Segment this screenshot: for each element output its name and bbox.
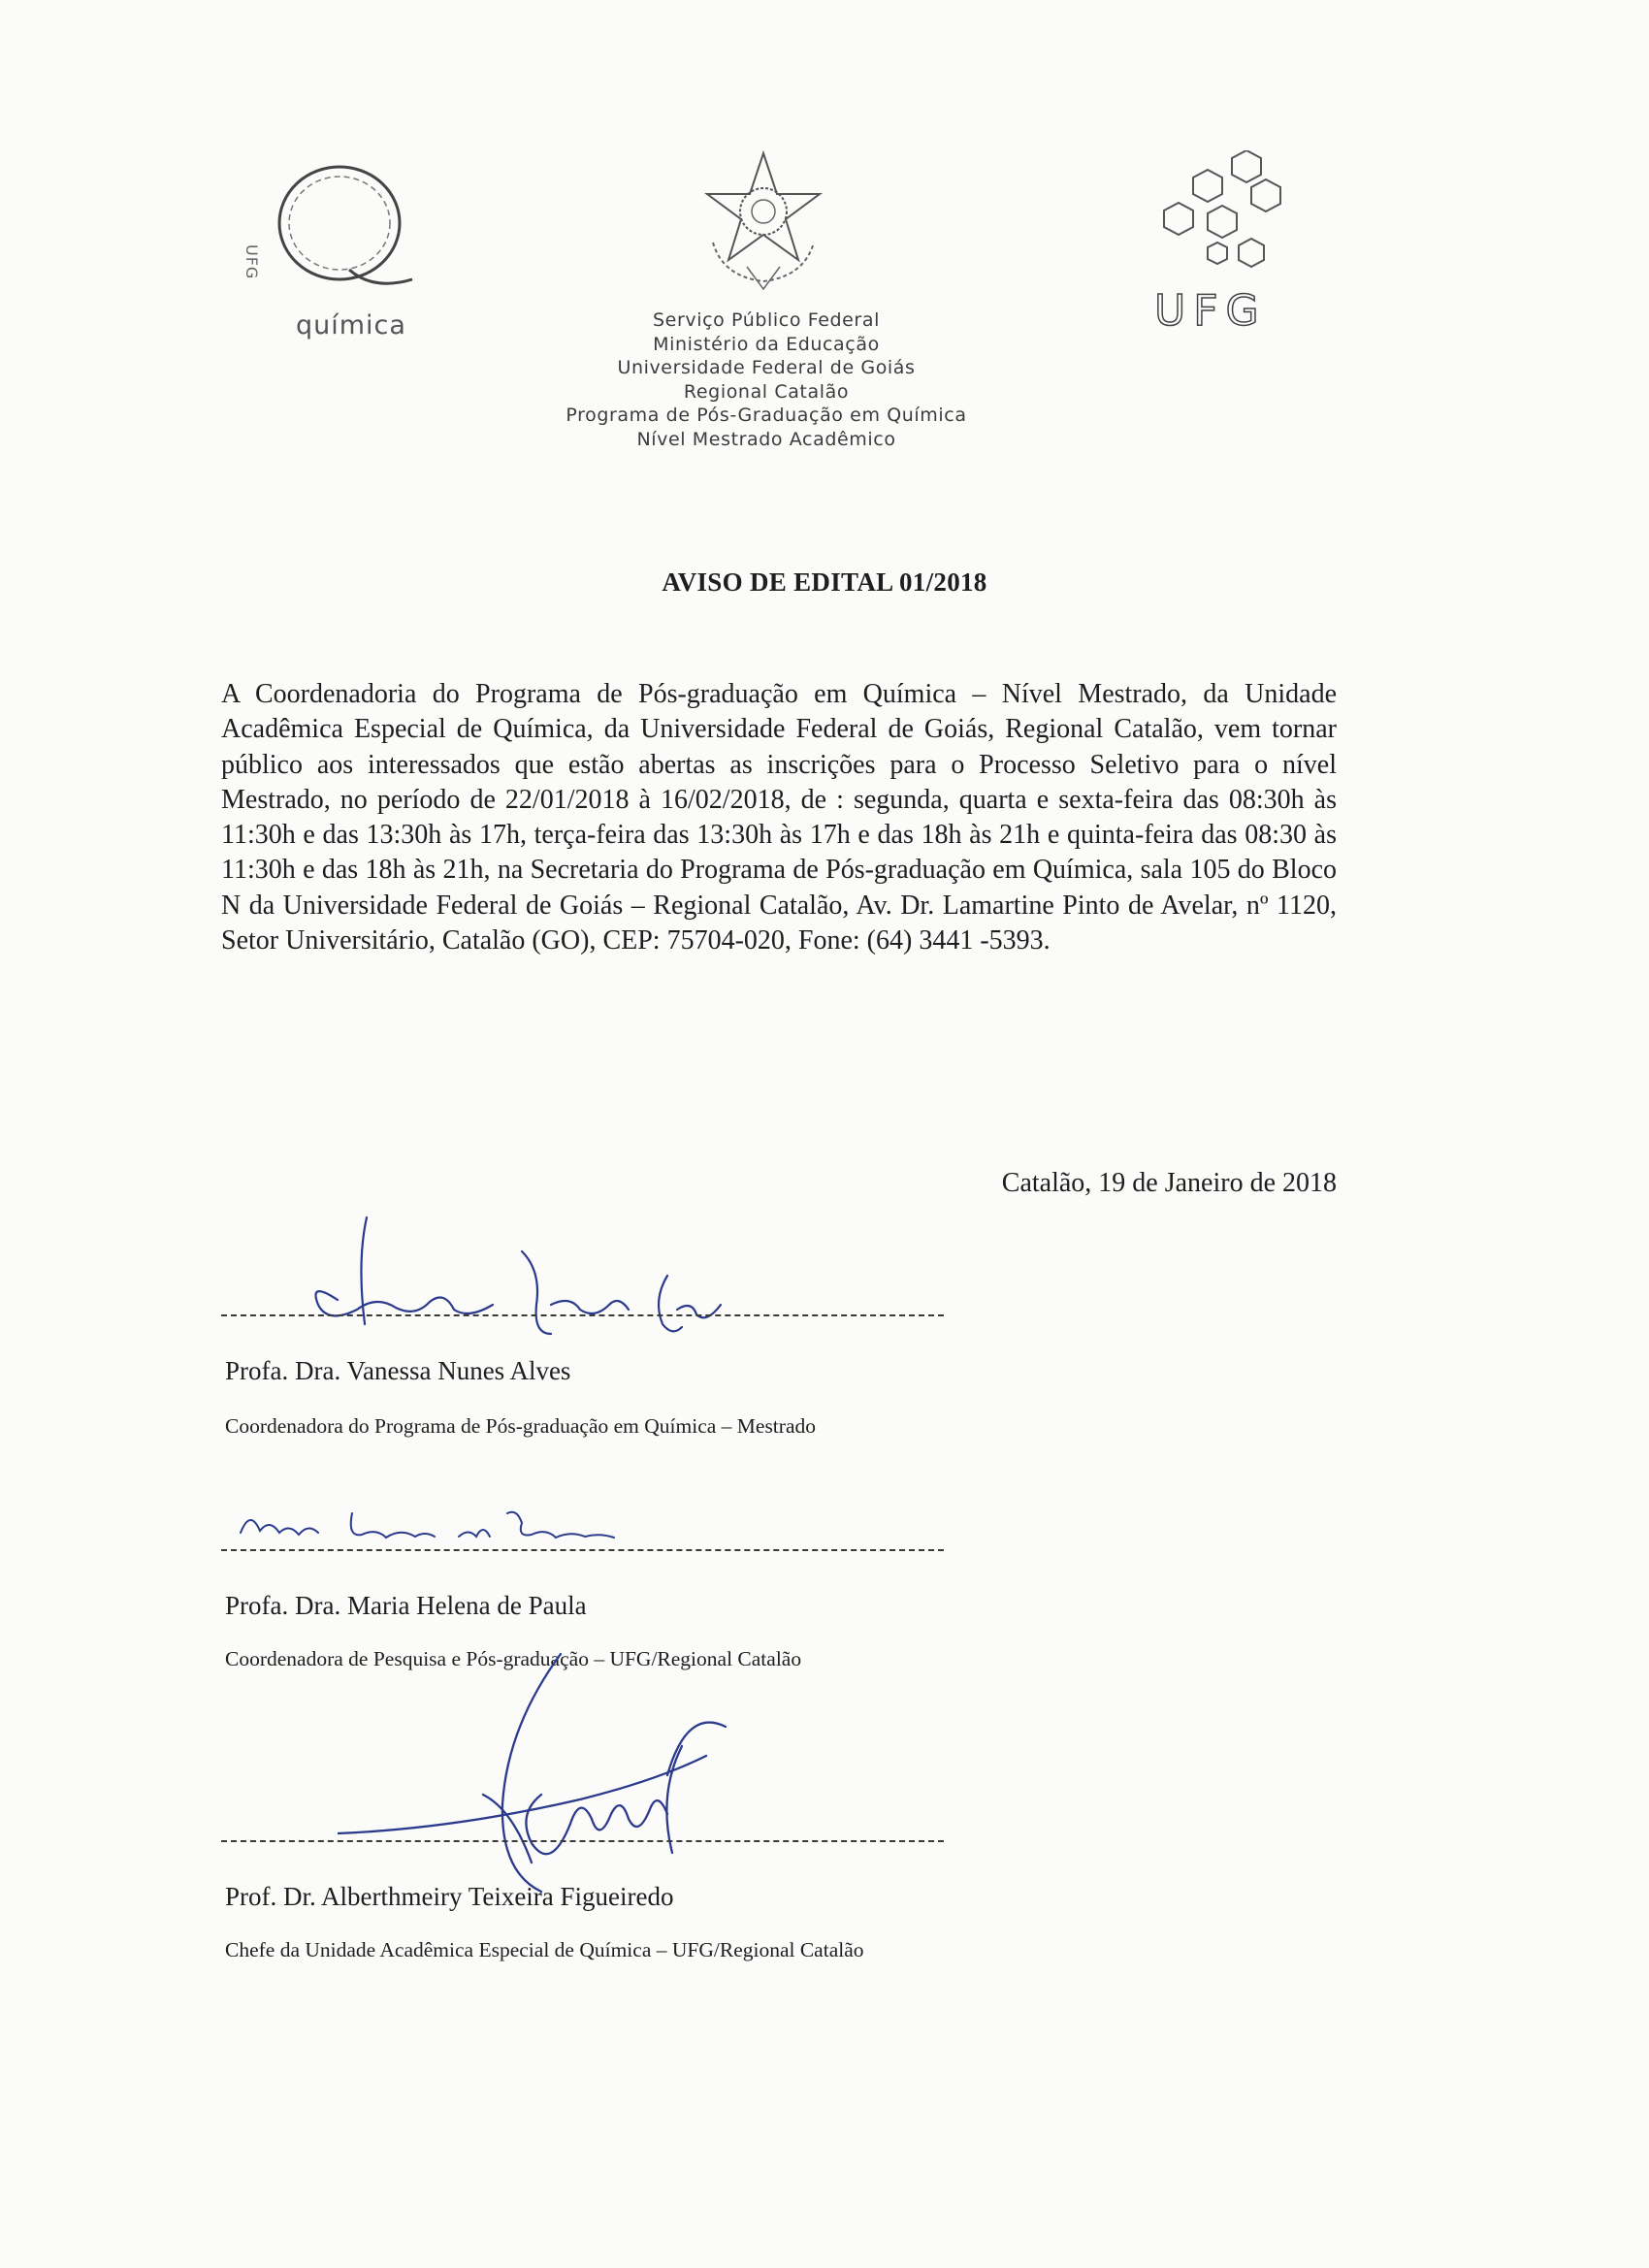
signature-line (221, 1549, 944, 1551)
handwritten-signature-1 (260, 1213, 764, 1339)
q-letter-icon (228, 155, 432, 310)
signature-line (221, 1840, 944, 1842)
header-line: Nível Mestrado Acadêmico (636, 428, 896, 450)
signatory-role: Coordenadora do Programa de Pós-graduação em Química – Mestrado (225, 1414, 816, 1438)
hexagon-cluster-icon (1149, 150, 1295, 281)
header-line: Programa de Pós-Graduação em Química (566, 405, 967, 426)
ufg-logo (1149, 150, 1295, 340)
institution-header (504, 308, 1028, 451)
signatory-name: Prof. Dr. Alberthmeiry Teixeira Figueiredo (225, 1882, 674, 1911)
signatory-name: Profa. Dra. Vanessa Nunes Alves (225, 1356, 571, 1385)
logo-quimica-label: química (296, 310, 406, 340)
header-line: Ministério da Educação (653, 333, 880, 355)
date-line: Catalão, 19 de Janeiro de 2018 (1001, 1168, 1337, 1198)
signature-line (221, 1314, 944, 1316)
quimica-logo (228, 155, 432, 340)
header-line: Regional Catalão (683, 380, 850, 403)
coat-of-arms-icon (694, 146, 834, 291)
header-line: Serviço Público Federal (653, 309, 880, 331)
logo-ufg-vertical-label: UFG (242, 244, 261, 280)
logo-ufg-label: UFG (1154, 286, 1267, 336)
signatory-role: Coordenadora de Pesquisa e Pós-graduação – UFG/Regional Catalão (225, 1647, 802, 1670)
signature-block-1 (221, 1203, 1337, 1455)
header-line: Universidade Federal de Goiás (617, 357, 916, 378)
document-title: AVISO DE EDITAL 01/2018 (662, 567, 987, 597)
notice-paragraph: A Coordenadoria do Programa de Pós-graduação em Química – Nível Mestrado, da Unidade Acadêmica Especial de Química, da Universidade Federal de Goiás, Regional Catalão, vem tornar público aos interessados que estão abertas as inscrições para o Processo Seletivo para o nível Mestrado, no período de 22/01/2018 à 16/02/2018, de : segunda, quarta e sexta-feira das 08:30h às 11:30h e das 13:30h às 17h, terça-feira das 13:30h às 17h e das 18h às 21h e quinta-feira das 08:30 às 11:30h e das 18h às 21h, na Secretaria do Programa de Pós-graduação em Química, sala 105 do Bloco N da Universidade Federal de Goiás – Regional Catalão, Av. Dr. Lamartine Pinto de Avelar, nº 1120, Setor Universitário, Catalão (GO), CEP: 75704-020, Fone: (64) 3441 -5393. (221, 679, 1337, 956)
brasao-republica-logo (694, 146, 834, 291)
handwritten-signature-3 (338, 1649, 803, 1901)
handwritten-signature-2 (226, 1494, 633, 1552)
signature-block-3 (221, 1649, 1337, 1969)
signatory-role: Chefe da Unidade Acadêmica Especial de Química – UFG/Regional Catalão (225, 1938, 864, 1961)
signatory-name: Profa. Dra. Maria Helena de Paula (225, 1591, 587, 1620)
